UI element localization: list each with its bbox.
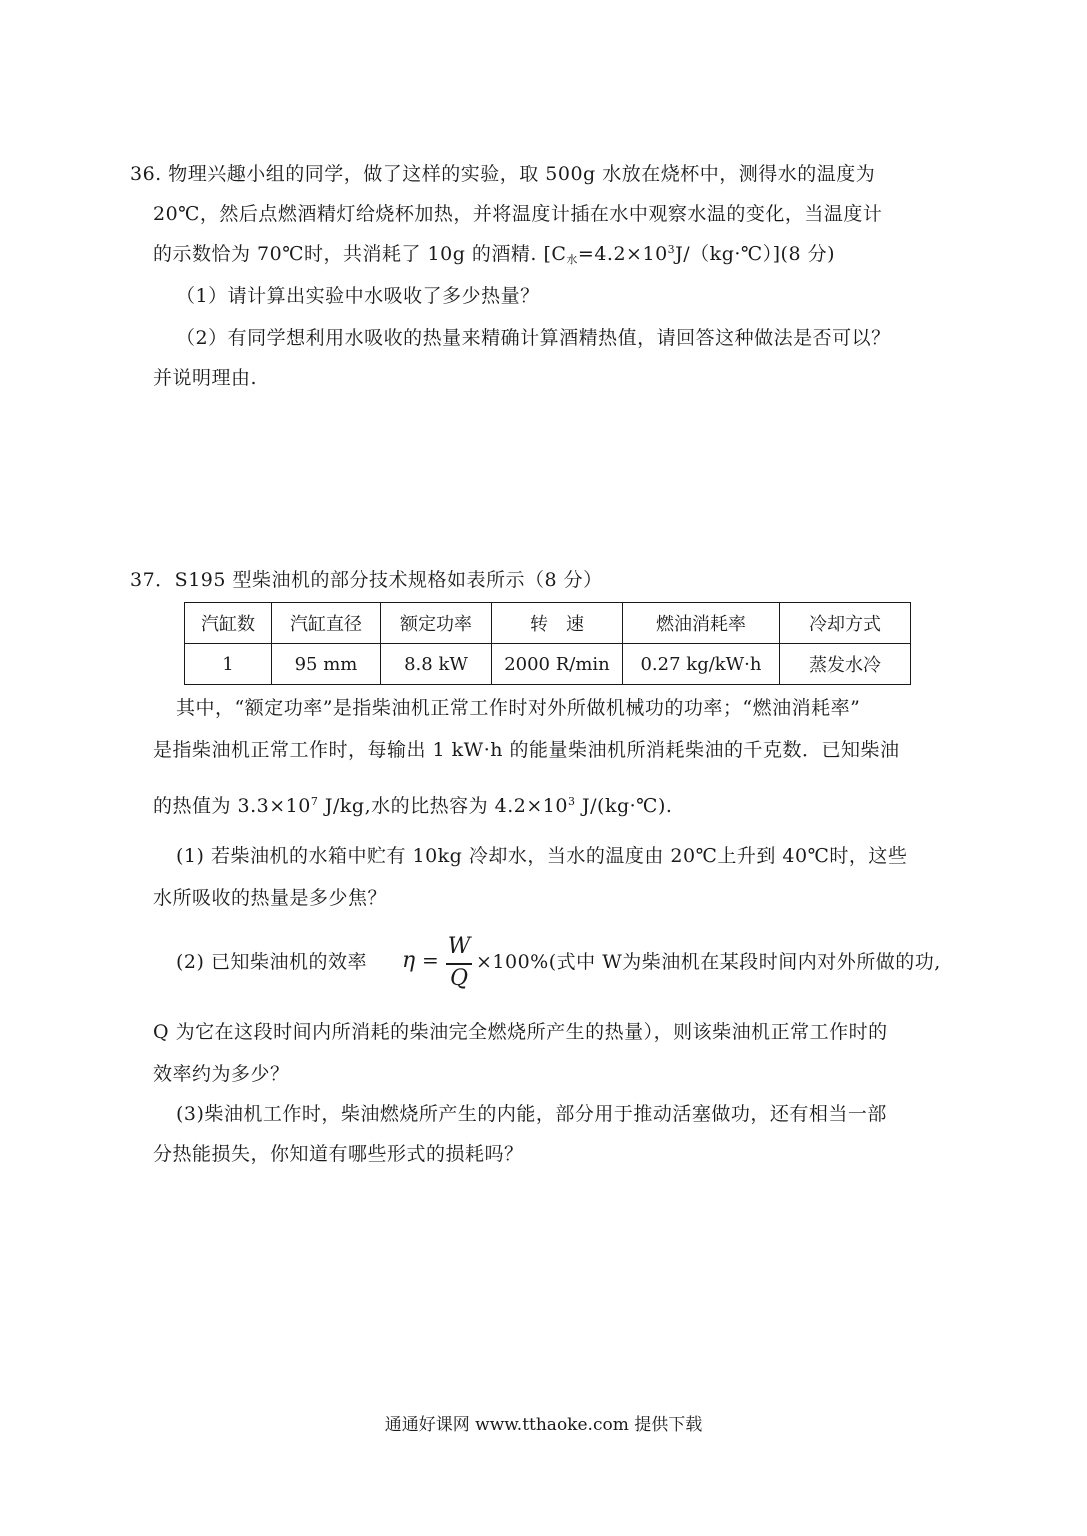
table-cell: 8.8 kW	[381, 644, 492, 685]
q36-subquestion-2-line-2: 并说明理由.	[153, 367, 258, 389]
q36-subquestion-2-line-1: （2）有同学想利用水吸收的热量来精确计算酒精热值，请回答这种做法是否可以？	[176, 327, 891, 349]
table-header-cell: 汽缸直径	[272, 603, 381, 644]
table-cell: 95 mm	[272, 644, 381, 685]
q37-subquestion-1-line-2: 水所吸收的热量是多少焦？	[153, 887, 388, 909]
q37-subquestion-1-line-1: (1) 若柴油机的水箱中贮有 10kg 冷却水，当水的温度由 20℃上升到 40℃时，这些	[176, 845, 908, 867]
fraction-denominator: Q	[449, 966, 469, 991]
q37-subquestion-2-suffix: ×100%(式中 W为柴油机在某段时间内对外所做的功,	[476, 951, 941, 973]
q37-subquestion-2-line-2: Q 为它在这段时间内所消耗的柴油完全燃烧所产生的热量），则该柴油机正常工作时的	[153, 1021, 888, 1043]
table-row	[185, 644, 911, 685]
q37-title: 37．S195 型柴油机的部分技术规格如表所示（8 分）	[130, 569, 603, 591]
q37-subquestion-3-line-1: (3)柴油机工作时，柴油燃烧所产生的内能，部分用于推动活塞做功，还有相当一部	[176, 1103, 887, 1125]
table-header-row	[185, 603, 911, 644]
fraction-numerator: W	[447, 934, 471, 959]
table-header-cell: 燃油消耗率	[623, 603, 780, 644]
q37-para-line-3: 的热值为 $3.3\times 10^7$ J/kg,水的比热容为 $4.2\times 10^3$ J/(kg·℃).	[153, 795, 673, 817]
q36-line-1: 36. 物理兴趣小组的同学，做了这样的实验，取 500g 水放在烧杯中，测得水的温度为	[130, 163, 876, 185]
q37-subquestion-3-line-2: 分热能损失，你知道有哪些形式的损耗吗？	[153, 1143, 524, 1165]
spec-table	[184, 602, 911, 685]
table-cell: 0.27 kg/kW·h	[623, 644, 780, 685]
table-header-cell: 转 速	[492, 603, 623, 644]
q37-subquestion-2-line-3: 效率约为多少？	[153, 1063, 290, 1085]
q37-para-line-2: 是指柴油机正常工作时，每输出 1 kW·h 的能量柴油机所消耗柴油的千克数．已知柴油	[153, 739, 900, 761]
table-header-cell: 额定功率	[381, 603, 492, 644]
q36-line-2: 20℃，然后点燃酒精灯给烧杯加热，并将温度计插在水中观察水温的变化，当温度计	[153, 203, 883, 225]
fraction-bar	[446, 963, 472, 965]
eta-symbol: η	[402, 948, 416, 973]
equals-sign: =	[422, 948, 439, 972]
table-header-cell: 冷却方式	[780, 603, 911, 644]
q37-subquestion-2-prefix: (2) 已知柴油机的效率	[176, 951, 367, 973]
page-footer: 通通好课网 www.tthaoke.com 提供下载	[384, 1415, 703, 1435]
table-header-cell: 汽缸数	[185, 603, 272, 644]
table-cell: 蒸发水冷	[780, 644, 911, 685]
table-cell: 2000 R/min	[492, 644, 623, 685]
q36-subquestion-1: （1）请计算出实验中水吸收了多少热量？	[176, 285, 540, 307]
efficiency-fraction	[444, 934, 474, 994]
q37-para-line-1: 其中，“额定功率”是指柴油机正常工作时对外所做机械功的功率；“燃油消耗率”	[176, 697, 861, 719]
table-cell: 1	[185, 644, 272, 685]
q36-line-3: 的示数恰为 70℃时，共消耗了 10g 的酒精. $[C_水=4.2\times 10^3J/(kg\cdot℃)](8$ 分)	[153, 243, 836, 266]
